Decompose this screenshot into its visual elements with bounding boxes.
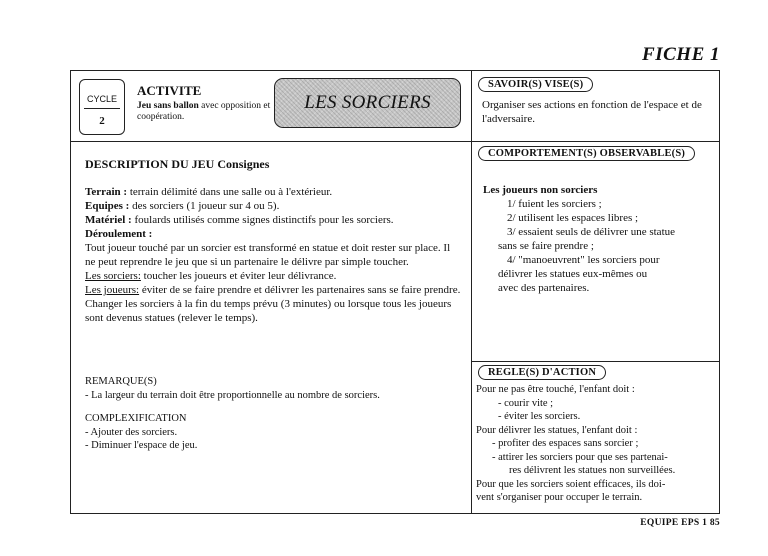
remark-item: - La largeur du terrain doit être proportionnelle au nombre de sorciers. — [85, 389, 380, 401]
comportement-body — [483, 183, 711, 295]
cycle-divider — [84, 108, 120, 109]
cycle-number: 2 — [99, 115, 105, 127]
comportement-title: Les joueurs non sorciers — [483, 184, 598, 196]
complexification-item: - Diminuer l'espace de jeu. — [85, 440, 198, 451]
page-label: FICHE 1 — [642, 44, 720, 65]
column-divider — [471, 71, 472, 513]
regle-line: vent s'organiser pour occuper le terrain. — [476, 492, 643, 503]
banner-title: LES SORCIERS — [304, 92, 431, 113]
regle-line: res délivrent les statues non surveillées. — [509, 465, 676, 476]
activity-title: ACTIVITE — [137, 83, 202, 98]
terrain-text: terrain délimité dans une salle ou à l'extérieur. — [127, 186, 333, 198]
regle-line: - éviter les sorciers. — [498, 411, 581, 422]
savoir-heading: SAVOIR(S) VISE(S) — [478, 77, 593, 92]
comportement-item-cont: avec des partenaires. — [498, 282, 590, 294]
sorciers-text: toucher les joueurs et éviter leur délivrance. — [140, 270, 337, 282]
description-heading: DESCRIPTION DU JEU Consignes — [85, 157, 270, 171]
comportement-item-cont: sans se faire prendre ; — [498, 240, 594, 252]
description-body — [85, 185, 463, 325]
savoir-text: Organiser ses actions en fonction de l'espace et de l'adversaire. — [482, 99, 702, 125]
regles-body — [476, 383, 716, 505]
terrain-label: Terrain : — [85, 186, 128, 198]
page-footer: EQUIPE EPS 1 85 — [640, 518, 720, 528]
activity-sub-bold: Jeu sans ballon — [137, 101, 199, 111]
regle-line: - attirer les sorciers pour que ses partenai- — [492, 451, 668, 463]
remarks-heading: REMARQUE(S) — [85, 376, 157, 387]
cycle-box — [79, 79, 125, 135]
cycle-label: CYCLE — [86, 94, 117, 104]
complexification-heading: COMPLEXIFICATION — [85, 413, 187, 424]
regle-line: - profiter des espaces sans sorcier ; — [492, 438, 639, 449]
activity-sheet — [70, 70, 720, 514]
comportement-item: 2/ utilisent les espaces libres ; — [507, 212, 639, 224]
change-text: Changer les sorciers à la fin du temps prévu (3 minutes) ou lorsque tous les joueurs sont devenus statues (relever le temps). — [85, 298, 452, 324]
header-divider — [71, 141, 719, 142]
title-banner — [274, 78, 461, 128]
sorciers-label: Les sorciers: — [85, 270, 141, 282]
joueurs-text: éviter de se faire prendre et délivrer les partenaires sans se faire prendre. — [139, 284, 461, 296]
regle-line: - courir vite ; — [498, 397, 554, 409]
joueurs-label: Les joueurs: — [85, 284, 140, 296]
comportement-item: 3/ essaient seuls de délivrer une statue — [507, 226, 676, 238]
comportement-item: 1/ fuient les sorciers ; — [507, 198, 602, 210]
comportement-item: 4/ "manoeuvrent" les sorciers pour — [507, 254, 660, 266]
complexification-item: - Ajouter des sorciers. — [85, 426, 178, 438]
regle-line: Pour que les sorciers soient efficaces, ils doi- — [476, 478, 666, 490]
comportement-heading: COMPORTEMENT(S) OBSERVABLE(S) — [478, 146, 695, 161]
materiel-label: Matériel : — [85, 214, 132, 226]
equipes-label: Equipes : — [85, 200, 130, 212]
remarks-block — [85, 375, 463, 453]
activity-sub-rest: avec opposition et coopération. — [137, 101, 271, 122]
materiel-text: foulards utilisés comme signes distinctifs pour les sorciers. — [131, 214, 394, 226]
right-section-divider — [471, 361, 719, 362]
activity-subtitle — [137, 101, 277, 123]
regle-line: Pour délivrer les statues, l'enfant doit : — [476, 424, 638, 436]
equipes-text: des sorciers (1 joueur sur 4 ou 5). — [129, 200, 280, 212]
regles-heading: REGLE(S) D'ACTION — [478, 365, 606, 380]
deroulement-text: Tout joueur touché par un sorcier est transformé en statue et doit rester sur place. Il ne peut reprendre le jeu que si un partenaire le délivre par simple toucher. — [85, 242, 451, 268]
regle-line: Pour ne pas être touché, l'enfant doit : — [476, 384, 635, 395]
deroulement-label: Déroulement : — [85, 228, 153, 240]
comportement-item-cont: délivrer les statues eux-mêmes ou — [498, 268, 648, 280]
